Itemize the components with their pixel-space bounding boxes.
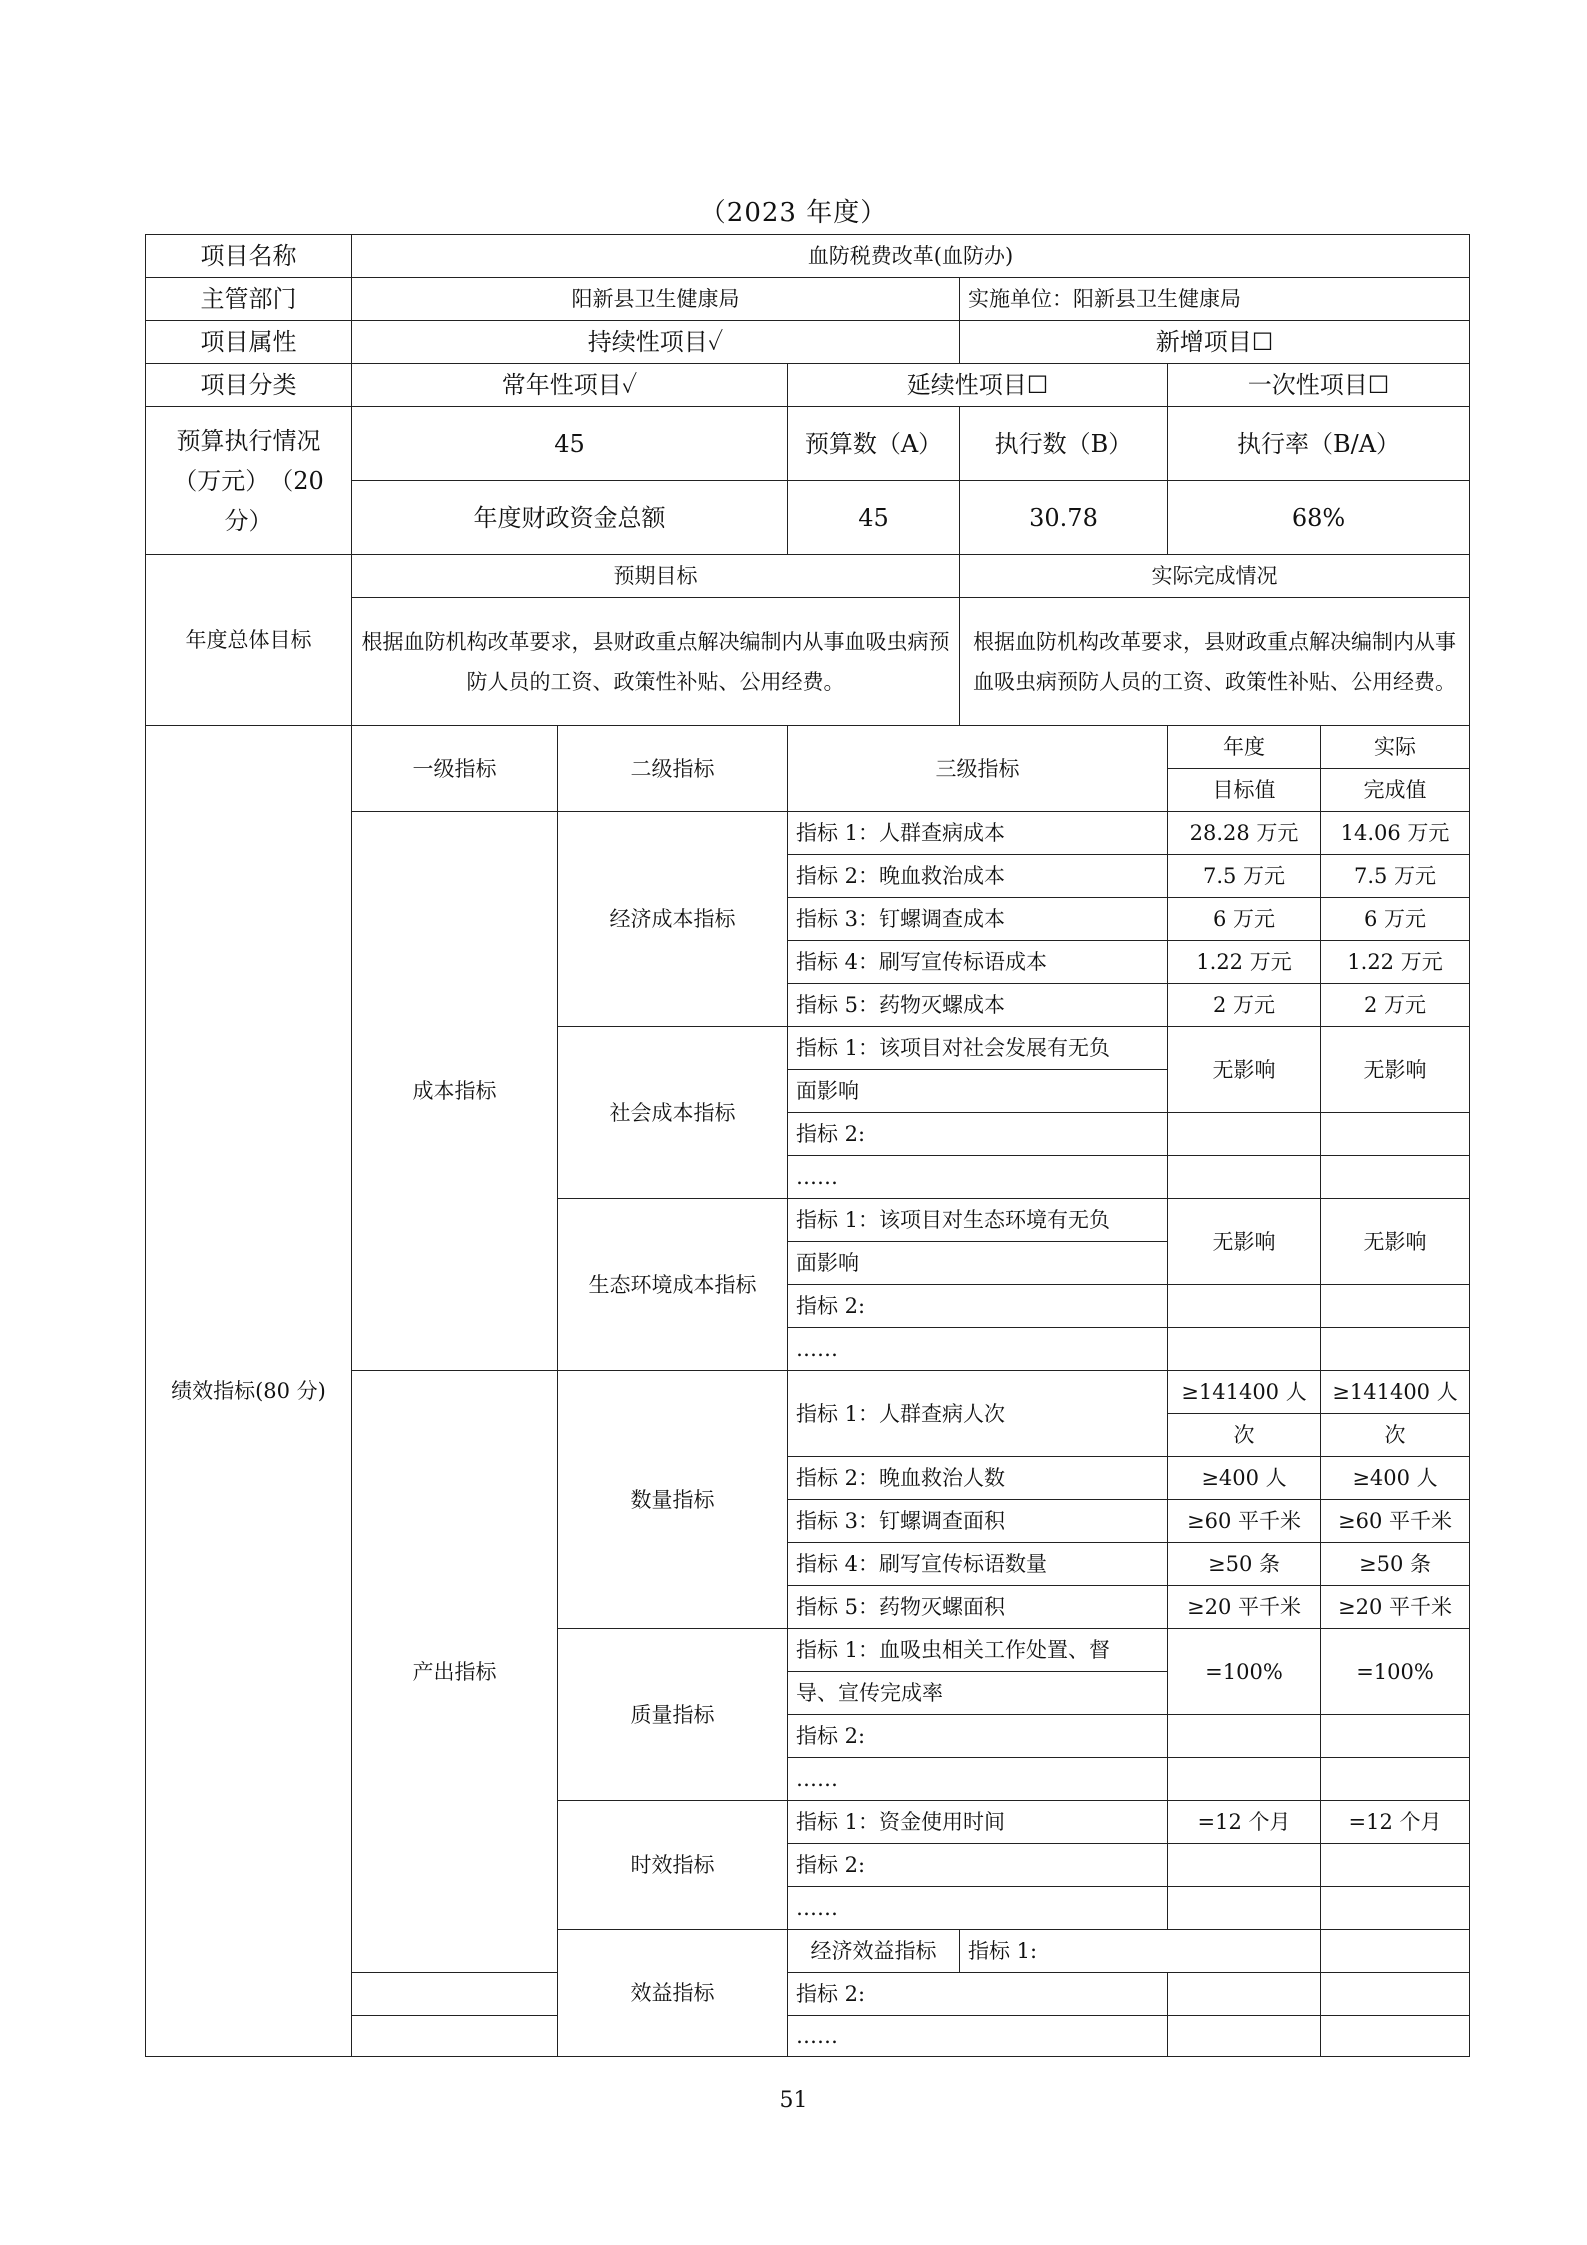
indicator-name: 指标 2:: [788, 1973, 1168, 2016]
indicator-actual-line1: ≥141400 人: [1321, 1371, 1470, 1414]
indicator-actual: =100%: [1321, 1629, 1470, 1715]
performance-table: [145, 234, 1470, 2057]
budget-b: 30.78: [960, 481, 1168, 555]
budget-rate: 68%: [1168, 481, 1470, 555]
level1-benefit: 效益指标: [558, 1930, 788, 2057]
indicator-name: 指标 4：刷写宣传标语数量: [788, 1543, 1168, 1586]
budget-a: 45: [788, 481, 960, 555]
attribute-label: 项目属性: [146, 321, 352, 364]
indicator-target: [1168, 1758, 1321, 1801]
goal-actual: 根据血防机构改革要求，县财政重点解决编制内从事血吸虫病预防人员的工资、政策性补贴、公用经费。: [960, 598, 1470, 726]
indicator-name: ……: [788, 1758, 1168, 1801]
department-value: 阳新县卫生健康局: [352, 278, 960, 321]
indicator-name: ……: [788, 1328, 1168, 1371]
indicator-name: 指标 2：晚血救治成本: [788, 855, 1168, 898]
indicator-target-line1: ≥141400 人: [1168, 1371, 1321, 1414]
indicator-name: 指标 1：人群查病人次: [788, 1371, 1168, 1457]
indicator-target: [1168, 1844, 1321, 1887]
indicator-name-line2: 导、宣传完成率: [788, 1672, 1168, 1715]
indicator-name: 指标 4：刷写宣传标语成本: [788, 941, 1168, 984]
indicator-name: ……: [788, 1887, 1168, 1930]
indicator-name-line2: 面影响: [788, 1070, 1168, 1113]
department-label: 主管部门: [146, 278, 352, 321]
perf-h-target-2: 目标值: [1168, 769, 1321, 812]
indicator-actual: [1321, 1328, 1470, 1371]
indicator-target: [1168, 1285, 1321, 1328]
level1-cost: 成本指标: [352, 812, 558, 1371]
row-budget-header: [146, 407, 1470, 481]
indicator-target: ≥60 平千米: [1168, 1500, 1321, 1543]
indicator-actual: [1321, 2016, 1470, 2057]
page-number: 51: [779, 2088, 808, 2113]
row-project-attribute: [146, 321, 1470, 364]
indicator-target: 2 万元: [1168, 984, 1321, 1027]
indicator-name: 指标 1：人群查病成本: [788, 812, 1168, 855]
indicator-actual: 14.06 万元: [1321, 812, 1470, 855]
indicator-actual: ≥60 平千米: [1321, 1500, 1470, 1543]
budget-col-rate: 执行率（B/A）: [1168, 407, 1470, 481]
indicator-actual: [1321, 1973, 1470, 2016]
row-perf-header-1: [146, 726, 1470, 769]
indicator-target: [1168, 1328, 1321, 1371]
perf-label: 绩效指标(80 分): [146, 726, 352, 2057]
indicator-target: 无影响: [1168, 1199, 1321, 1285]
perf-h-actual-1: 实际: [1321, 726, 1470, 769]
indicator-actual: [1321, 1887, 1470, 1930]
indicator-target: [1168, 1715, 1321, 1758]
indicator-name: 指标 3：钉螺调查面积: [788, 1500, 1168, 1543]
indicator-name-line2: 面影响: [788, 1242, 1168, 1285]
indicator-name: ……: [788, 2016, 1168, 2057]
indicator-target: ≥20 平千米: [1168, 1586, 1321, 1629]
indicator-name: 指标 5：药物灭螺成本: [788, 984, 1168, 1027]
class-label: 项目分类: [146, 364, 352, 407]
indicator-actual: 2 万元: [1321, 984, 1470, 1027]
goal-label: 年度总体目标: [146, 555, 352, 726]
indicator-name: 指标 2:: [788, 1113, 1168, 1156]
goal-expected: 根据血防机构改革要求，县财政重点解决编制内从事血吸虫病预防人员的工资、政策性补贴、公用经费。: [352, 598, 960, 726]
indicator-actual: [1321, 1715, 1470, 1758]
budget-value-top: 45: [352, 407, 788, 481]
indicator-name: 指标 5：药物灭螺面积: [788, 1586, 1168, 1629]
budget-label-line3: 分）: [224, 506, 273, 535]
indicator-target: 7.5 万元: [1168, 855, 1321, 898]
indicator-actual: 无影响: [1321, 1027, 1470, 1113]
indicator-target: 1.22 万元: [1168, 941, 1321, 984]
indicator-target: =100%: [1168, 1629, 1321, 1715]
indicator-name: 指标 1：资金使用时间: [788, 1801, 1168, 1844]
goal-expected-label: 预期目标: [352, 555, 960, 598]
row-goal-header: [146, 555, 1470, 598]
indicator-actual: 7.5 万元: [1321, 855, 1470, 898]
indicator-actual: [1321, 1758, 1470, 1801]
indicator-name: 指标 3：钉螺调查成本: [788, 898, 1168, 941]
project-name-value: 血防税费改革(血防办): [352, 235, 1470, 278]
indicator-target: 无影响: [1168, 1027, 1321, 1113]
class-extended: 延续性项目☐: [788, 364, 1168, 407]
indicator-actual: 无影响: [1321, 1199, 1470, 1285]
level2-timeliness: 时效指标: [558, 1801, 788, 1930]
indicator-target: =12 个月: [1168, 1801, 1321, 1844]
indicator-name: 指标 1:: [960, 1930, 1321, 1973]
indicator-actual: [1321, 1156, 1470, 1199]
indicator-target-line2: 次: [1168, 1414, 1321, 1457]
perf-h-actual-2: 完成值: [1321, 769, 1470, 812]
class-once: 一次性项目☐: [1168, 364, 1470, 407]
indicator-actual: [1321, 1285, 1470, 1328]
indicator-actual: ≥50 条: [1321, 1543, 1470, 1586]
class-regular: 常年性项目✓: [352, 364, 788, 407]
indicator-actual: ≥400 人: [1321, 1457, 1470, 1500]
perf-h-level1: 一级指标: [352, 726, 558, 812]
indicator-name: 指标 2:: [788, 1715, 1168, 1758]
indicator-target: [1321, 1930, 1470, 1973]
indicator-target: [1168, 1113, 1321, 1156]
row-project-name: [146, 235, 1470, 278]
indicator-target: [1168, 1973, 1321, 2016]
budget-label-line2: （万元） （20: [173, 466, 324, 495]
level1-output: 产出指标: [352, 1371, 558, 1973]
indicator-actual: [1321, 1113, 1470, 1156]
indicator-name: ……: [788, 1156, 1168, 1199]
indicator-name: 指标 2：晚血救治人数: [788, 1457, 1168, 1500]
level2-econ-cost: 经济成本指标: [558, 812, 788, 1027]
row-project-class: [146, 364, 1470, 407]
indicator-actual: 1.22 万元: [1321, 941, 1470, 984]
level2-social-cost: 社会成本指标: [558, 1027, 788, 1199]
level2-blank: [352, 1973, 558, 2016]
implementing-unit: 实施单位：阳新县卫生健康局: [960, 278, 1470, 321]
indicator-actual: 6 万元: [1321, 898, 1470, 941]
indicator-target: [1168, 1156, 1321, 1199]
page-title: （2023 年度）: [699, 198, 888, 228]
indicator-actual: ≥20 平千米: [1321, 1586, 1470, 1629]
indicator-target: ≥400 人: [1168, 1457, 1321, 1500]
indicator-target: ≥50 条: [1168, 1543, 1321, 1586]
indicator-target: [1168, 2016, 1321, 2057]
indicator-target: 28.28 万元: [1168, 812, 1321, 855]
budget-label-line1: 预算执行情况: [176, 426, 321, 455]
indicator-name: 指标 2:: [788, 1285, 1168, 1328]
budget-col-b: 执行数（B）: [960, 407, 1168, 481]
indicator-target: [1168, 1887, 1321, 1930]
indicator-actual: =12 个月: [1321, 1801, 1470, 1844]
level2-eco-cost: 生态环境成本指标: [558, 1199, 788, 1371]
indicator-name-line1: 指标 1：该项目对生态环境有无负: [788, 1199, 1168, 1242]
perf-h-target-1: 年度: [1168, 726, 1321, 769]
budget-total-label: 年度财政资金总额: [352, 481, 788, 555]
attribute-continuing: 持续性项目✓: [352, 321, 960, 364]
indicator-target: 6 万元: [1168, 898, 1321, 941]
perf-h-level3: 三级指标: [788, 726, 1168, 812]
level2-quality: 质量指标: [558, 1629, 788, 1801]
indicator-actual-line2: 次: [1321, 1414, 1470, 1457]
attribute-new: 新增项目☐: [960, 321, 1470, 364]
row-department: [146, 278, 1470, 321]
indicator-name-line1: 指标 1：该项目对社会发展有无负: [788, 1027, 1168, 1070]
level2-quantity: 数量指标: [558, 1371, 788, 1629]
budget-col-a: 预算数（A）: [788, 407, 960, 481]
indicator-name-line1: 指标 1：血吸虫相关工作处置、督: [788, 1629, 1168, 1672]
project-name-label: 项目名称: [146, 235, 352, 278]
goal-actual-label: 实际完成情况: [960, 555, 1470, 598]
indicator-name: 指标 2:: [788, 1844, 1168, 1887]
budget-label: [146, 407, 352, 555]
level2-econ-benefit: 经济效益指标: [788, 1930, 960, 1973]
indicator-actual: [1321, 1844, 1470, 1887]
perf-h-level2: 二级指标: [558, 726, 788, 812]
level2-blank: [352, 2016, 558, 2057]
